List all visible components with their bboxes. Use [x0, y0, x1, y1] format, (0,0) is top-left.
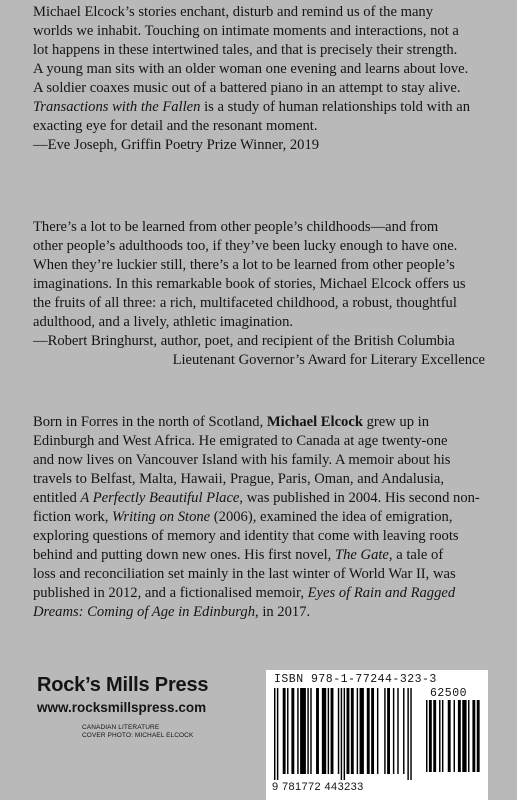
bio-line: [33, 546, 485, 565]
bio-line: travels to Belfast, Malta, Hawaii, Prague, Paris, Oman, and Andalusia,: [33, 471, 444, 487]
price-code: 62500: [430, 687, 468, 700]
book-title: Dreams: Coming of Age in Edinburgh: [33, 604, 256, 620]
blurb1-line: worlds we inhabit. Touching on intimate moments and interactions, not a: [33, 23, 459, 39]
cover-photo-credit: COVER PHOTO: MICHAEL ELCOCK: [82, 732, 194, 739]
barcode-bar: [384, 688, 385, 774]
bio-line: exploring questions of memory and identity that come with leaving roots: [33, 528, 459, 544]
bio-line: [33, 603, 485, 622]
blurb1-line: [33, 98, 485, 117]
ean-number: 9 781772 443233: [272, 781, 364, 793]
price-barcode-bars: [426, 700, 482, 780]
ean-barcode-bars: [274, 688, 424, 780]
barcode-bar: [429, 700, 432, 772]
book-title: Transactions with the Fallen: [33, 99, 201, 115]
barcode-bar: [331, 688, 334, 774]
blurb1-line: A young man sits with an older woman one evening and learns about love.: [33, 61, 469, 77]
bio-text: Born in Forres in the north of Scotland,: [33, 414, 267, 430]
barcode-bar: [439, 700, 440, 772]
blurb2-line: other people’s adulthoods too, if they’ve been lucky enough to have one.: [33, 238, 458, 254]
blurb-eve-joseph: [33, 3, 485, 155]
barcode-bar: [300, 688, 306, 774]
barcode-bar: [403, 688, 404, 774]
barcode-bar: [393, 688, 394, 774]
book-title: Writing on Stone: [112, 509, 211, 525]
isbn-number: ISBN 978-1-77244-323-3: [274, 673, 437, 686]
blurb1-line: A soldier coaxes music out of a battered piano in an attempt to stay alive.: [33, 80, 461, 96]
author-bio: [33, 413, 485, 622]
barcode-bar: [277, 688, 278, 780]
blurb1-line: lot happens in these intertwined tales, and that is precisely their strength.: [33, 42, 458, 58]
blurb2-attribution: —Robert Bringhurst, author, poet, and recipient of the British Columbia: [33, 333, 455, 349]
barcode-bar: [274, 688, 275, 780]
isbn-barcode: [266, 670, 488, 800]
barcode-bar: [307, 688, 308, 774]
barcode-bar: [407, 688, 408, 780]
barcode-bar: [351, 688, 354, 774]
bio-text: behind and putting down new ones. His first novel,: [33, 547, 335, 563]
bio-text: , in 2017.: [255, 604, 311, 620]
bio-line: [33, 508, 485, 527]
barcode-bar: [426, 700, 427, 772]
barcode-bar: [371, 688, 374, 774]
barcode-bar: [448, 700, 451, 772]
barcode-bar: [338, 688, 339, 774]
category-label: CANADIAN LITERATURE: [82, 724, 160, 731]
barcode-bar: [433, 700, 436, 772]
book-title: Eyes of Rain and Ragged: [307, 585, 456, 601]
blurb2-attribution: Lieutenant Governor’s Award for Literary Excellence: [172, 352, 485, 368]
barcode-bar: [462, 700, 466, 772]
barcode-bar: [291, 688, 294, 774]
blurb2-line: imaginations. In this remarkable book of stories, Michael Elcock offers us: [33, 276, 466, 292]
bio-line: [33, 584, 485, 603]
barcode-bar: [328, 688, 329, 774]
bio-line: [33, 489, 485, 508]
barcode-bar: [322, 688, 326, 774]
bio-text: , was published in 2004. His second non-: [239, 490, 480, 506]
barcode-bar: [442, 700, 443, 772]
blurb1-attribution: —Eve Joseph, Griffin Poetry Prize Winner, 2019: [33, 137, 320, 153]
bio-text: entitled: [33, 490, 81, 506]
barcode-bar: [468, 700, 469, 772]
publisher-website: www.rocksmillspress.com: [37, 700, 207, 715]
blurb1-line: exacting eye for detail and the resonant moment.: [33, 118, 318, 134]
barcode-bar: [367, 688, 370, 774]
bio-line: loss and reconciliation set mainly in the last winter of World War II, was: [33, 566, 456, 582]
bio-line: [33, 413, 485, 432]
barcode-bar: [357, 688, 358, 774]
barcode-bar: [316, 688, 319, 774]
bio-text: , a tale of: [388, 547, 444, 563]
barcode-bar: [297, 688, 298, 774]
publisher-name: Rock’s Mills Press: [37, 674, 209, 696]
barcode-bar: [410, 688, 411, 780]
blurb-robert-bringhurst: [33, 218, 485, 370]
barcode-bar: [283, 688, 286, 774]
bio-text: fiction work,: [33, 509, 113, 525]
barcode-bar: [397, 688, 398, 774]
blurb2-line: the fruits of all three: a rich, multifaceted childhood, a robust, thoughtful: [33, 295, 457, 311]
barcode-bar: [347, 688, 350, 774]
blurb1-line-rest: is a study of human relationships told with an: [200, 99, 470, 115]
barcode-bar: [344, 688, 345, 780]
barcode-bar: [454, 700, 455, 772]
author-name: Michael Elcock: [266, 414, 363, 430]
barcode-bar: [341, 688, 342, 780]
bio-line: Edinburgh and West Africa. He emigrated to Canada at age twenty-one: [33, 433, 448, 449]
book-title: A Perfectly Beautiful Place: [80, 490, 240, 506]
barcode-bar: [387, 688, 390, 774]
blurb2-line: There’s a lot to be learned from other people’s childhoods—and from: [33, 219, 439, 235]
barcode-bar: [287, 688, 288, 774]
barcode-bar: [360, 688, 364, 774]
barcode-bar: [458, 700, 461, 772]
barcode-bar: [477, 700, 480, 772]
barcode-bar: [377, 688, 378, 774]
blurb2-line: When they’re luckier still, there’s a lot to be learned from other people’s: [33, 257, 455, 273]
blurb2-line: adulthood, and a lively, athletic imagination.: [33, 314, 294, 330]
bio-text: (2006), examined the idea of emigration,: [210, 509, 453, 525]
book-title: The Gate: [334, 547, 389, 563]
blurb1-line: Michael Elcock’s stories enchant, disturb and remind us of the many: [33, 4, 434, 20]
barcode-bar: [310, 688, 311, 774]
bio-line: and now lives on Vancouver Island with his family. A memoir about his: [33, 452, 451, 468]
bio-text: published in 2012, and a fictionalised memoir,: [33, 585, 308, 601]
barcode-bar: [472, 700, 475, 772]
bio-text: grew up in: [362, 414, 430, 430]
